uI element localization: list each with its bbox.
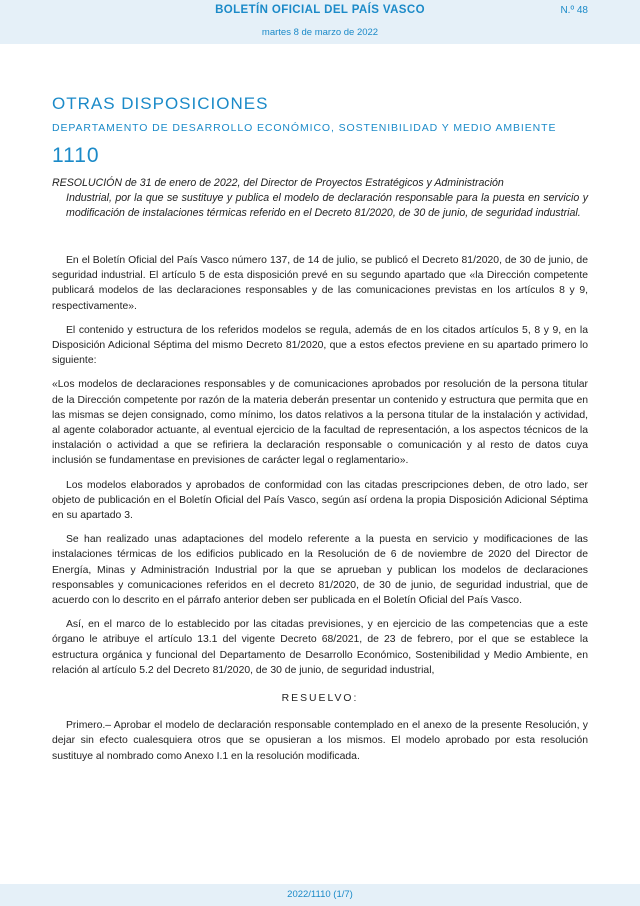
paragraph-4: Se han realizado unas adaptaciones del modelo referente a la puesta en servicio y modificaciones de las instalaciones térmicas de los edificios publicado en la Resolución de 6 de noviembre de 2020 del Director de Energía, Minas y Administración Industrial por la que se aprueban y publican los modelos de declaraciones responsables y comunicaciones referidos en el decreto 81/2020, de 30 de junio, de seguridad industrial, que de acuerdo con lo descrito en el párrafo anterior deben ser publicada en el Boletín Oficial del País Vasco. [52, 534, 588, 607]
paragraph-5: Así, en el marco de lo establecido por las citadas previsiones, y en ejercicio de las competencias que a este órgano le atribuye el artículo 13.1 del vigente Decreto 68/2021, de 23 de febrero, por el que se establece la estructura orgánica y funcional del Departamento de Desarrollo Económico, Sostenibilidad y Medio Ambiente, en relación al artículo 5.2 del Decreto 81/2020, de 30 de junio, de seguridad industrial, [52, 619, 588, 676]
page-header [0, 0, 640, 44]
document-number: 1110 [52, 144, 100, 167]
resolution-summary [52, 176, 588, 221]
footer-page-ref: 2022/1110 (1/7) [287, 889, 353, 900]
resolution-rest: Industrial, por la que se sustituye y publica el modelo de declaración responsable para la puesta en servicio y modificación de instalaciones térmicas referido en el Decreto 81/2020, de 30 de junio, de seguridad industrial. [66, 192, 588, 219]
paragraph-primero: Primero.– Aprobar el modelo de declaración responsable contemplado en el anexo de la presente Resolución, y dejar sin efecto cualesquiera otros que se opusieran a los mismos. El modelo aprobado por esta resolución sustituye al nombrado como Anexo I.1 en la resolución modificada. [52, 720, 588, 762]
resuelvo-heading: RESUELVO: [281, 693, 359, 705]
section-title: OTRAS DISPOSICIONES [52, 94, 269, 113]
paragraph-1: En el Boletín Oficial del País Vasco número 137, de 14 de julio, se publicó el Decreto 81/2020, de 30 de junio, de seguridad industrial. El artículo 5 de esta disposición prevé en su segundo apartado que «la Dirección competente publicará modelos de las declaraciones responsables y de las comunicaciones previstas en los artículos 8 y 9, respectivamente». [52, 255, 588, 312]
quoted-provision: «Los modelos de declaraciones responsables y de comunicaciones aprobados por resolución de la persona titular de la Dirección competente por razón de la materia deberán presentar un contenido y estructura que permita que en las mismas se dejen consignado, como mínimo, los datos relativos a la persona titular de la instalación y actividad, al agente colaborador actuante, al eventual ejercicio de la facultad de representación, a los aspectos técnicos de la instalación o actividad a que se refiriera la declaración responsable o comunicación y al resto de datos cuya inclusión se fundamentase en previsiones de carácter legal o reglamentario». [52, 379, 588, 467]
department-name: DEPARTAMENTO DE DESARROLLO ECONÓMICO, SOSTENIBILIDAD Y MEDIO AMBIENTE [52, 122, 557, 134]
bulletin-number: N.º 48 [560, 5, 588, 16]
bulletin-title: BOLETÍN OFICIAL DEL PAÍS VASCO [215, 4, 425, 16]
paragraph-2: El contenido y estructura de los referidos modelos se regula, además de en los citados artículos 5, 8 y 9, en la Disposición Adicional Séptima del mismo Decreto 81/2020, que a estos efectos previene en su apartado primero lo siguiente: [52, 324, 588, 367]
page-footer [0, 884, 640, 906]
resolution-first-line: RESOLUCIÓN de 31 de enero de 2022, del Director de Proyectos Estratégicos y Administración [52, 177, 504, 189]
document-body [52, 253, 588, 773]
bulletin-date: martes 8 de marzo de 2022 [261, 27, 379, 38]
paragraph-3: Los modelos elaborados y aprobados de conformidad con las citadas prescripciones deben, de otro lado, ser objeto de publicación en el Boletín Oficial del País Vasco, según así ordena la propia Disposición Adicional Séptima en su apartado 3. [52, 479, 588, 522]
